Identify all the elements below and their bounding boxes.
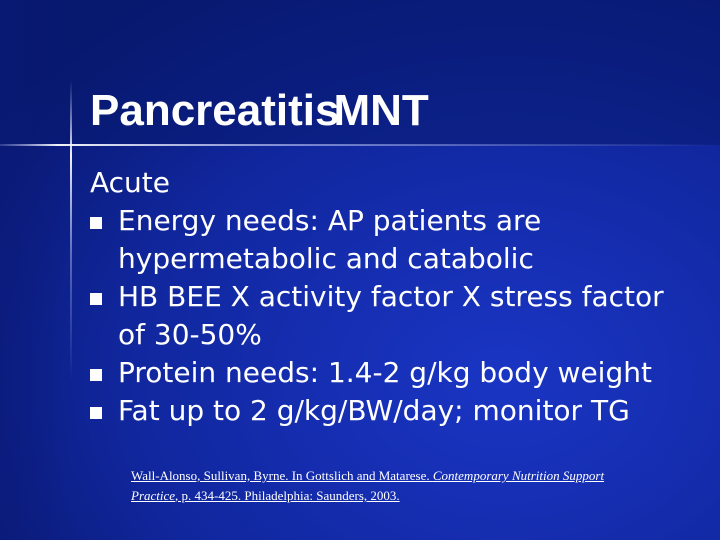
square-bullet-icon bbox=[90, 369, 102, 381]
bullet-item bbox=[90, 354, 705, 392]
bullet-text: Protein needs: 1.4-2 g/kg body weight bbox=[118, 356, 652, 389]
decorative-horizontal-line bbox=[0, 144, 720, 146]
citation bbox=[131, 466, 631, 506]
square-bullet-icon bbox=[90, 407, 102, 419]
bullet-text: hypermetabolic and catabolic bbox=[118, 242, 534, 275]
citation-authors: Wall-Alonso, Sullivan, Byrne. In Gottslich and Matarese. bbox=[131, 468, 433, 483]
citation-publication: , p. 434-425. Philadelphia: Saunders, 2003. bbox=[175, 488, 400, 503]
bullet-text: Fat up to 2 g/kg/BW/day; monitor TG bbox=[118, 394, 630, 427]
square-bullet-icon bbox=[90, 293, 102, 305]
bullet-item bbox=[90, 392, 705, 430]
slide-title bbox=[90, 84, 429, 138]
bullet-item bbox=[90, 278, 705, 354]
decorative-vertical-line bbox=[70, 80, 72, 380]
slide-body bbox=[90, 164, 705, 430]
bullet-text: Energy needs: AP patients are bbox=[118, 204, 542, 237]
title-main: Pancreatitis bbox=[90, 86, 340, 135]
bullet-item bbox=[90, 202, 705, 278]
section-heading: Acute bbox=[90, 166, 171, 199]
title-suffix: MNT bbox=[333, 86, 429, 135]
bullet-text: of 30-50% bbox=[118, 318, 262, 351]
citation-book-title: Contemporary Nutrition Support Practice bbox=[131, 468, 605, 503]
square-bullet-icon bbox=[90, 217, 102, 229]
bullet-text: HB BEE X activity factor X stress factor bbox=[118, 280, 664, 313]
